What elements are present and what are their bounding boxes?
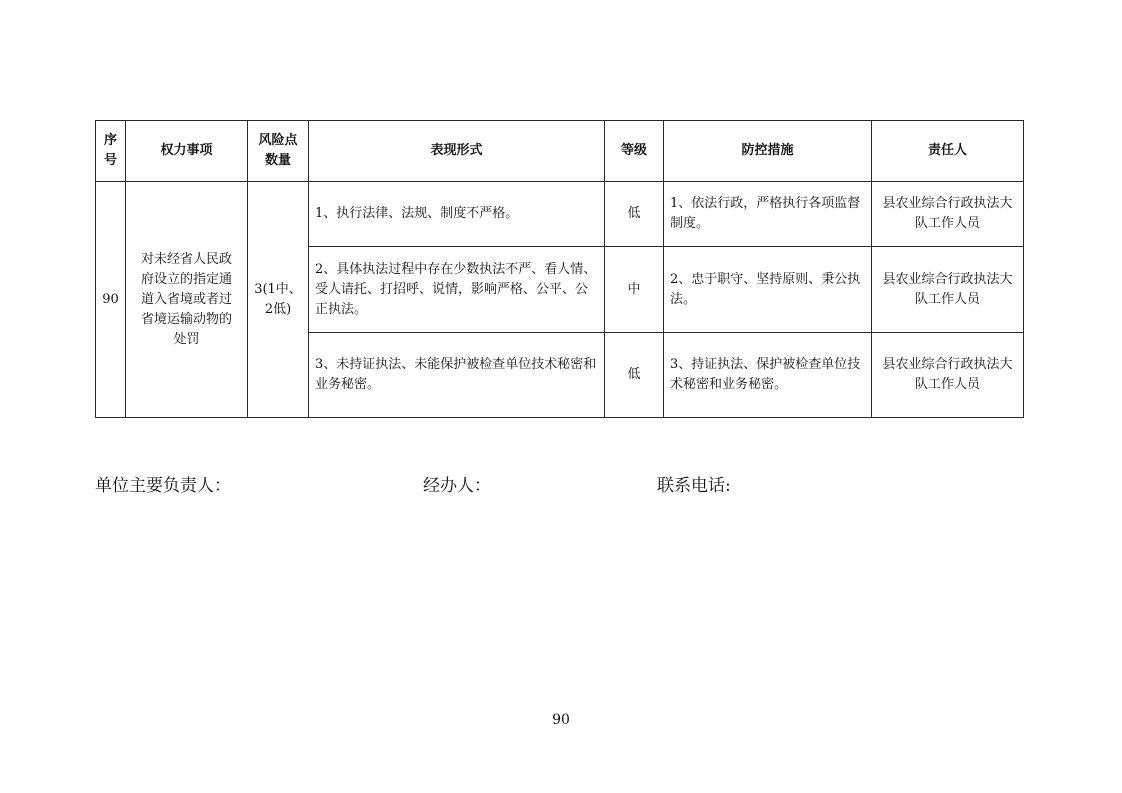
cell-measure: 3、持证执法、保护被检查单位技术秘密和业务秘密。 <box>664 333 872 418</box>
header-risk-count: 风险点数量 <box>248 121 309 182</box>
header-level: 等级 <box>605 121 664 182</box>
handler-label: 经办人： <box>423 476 491 496</box>
cell-seq: 90 <box>96 182 126 418</box>
header-seq: 序号 <box>96 121 126 182</box>
phone-label: 联系电话: <box>657 476 731 496</box>
cell-risk-count: 3(1中、2低) <box>248 182 309 418</box>
cell-responsible: 县农业综合行政执法大队工作人员 <box>872 247 1024 333</box>
cell-responsible: 县农业综合行政执法大队工作人员 <box>872 333 1024 418</box>
header-responsible: 责任人 <box>872 121 1024 182</box>
table-row <box>96 182 1024 247</box>
page-number: 90 <box>552 712 570 728</box>
header-item: 权力事项 <box>126 121 248 182</box>
table-header-row <box>96 121 1024 182</box>
cell-level: 低 <box>605 182 664 247</box>
cell-level: 低 <box>605 333 664 418</box>
header-manifestation: 表现形式 <box>309 121 605 182</box>
cell-measure: 2、忠于职守、坚持原则、秉公执法。 <box>664 247 872 333</box>
cell-manifestation: 2、具体执法过程中存在少数执法不严、看人情、受人请托、打招呼、说情，影响严格、公平、公正执法。 <box>309 247 605 333</box>
unit-leader-label: 单位主要负责人： <box>95 476 231 496</box>
cell-responsible: 县农业综合行政执法大队工作人员 <box>872 182 1024 247</box>
cell-manifestation: 3、未持证执法、未能保护被检查单位技术秘密和业务秘密。 <box>309 333 605 418</box>
header-measures: 防控措施 <box>664 121 872 182</box>
risk-table <box>95 120 1024 418</box>
cell-manifestation: 1、执行法律、法规、制度不严格。 <box>309 182 605 247</box>
cell-item: 对未经省人民政府设立的指定通道入省境或者过省境运输动物的处罚 <box>126 182 248 418</box>
cell-level: 中 <box>605 247 664 333</box>
cell-measure: 1、依法行政，严格执行各项监督制度。 <box>664 182 872 247</box>
